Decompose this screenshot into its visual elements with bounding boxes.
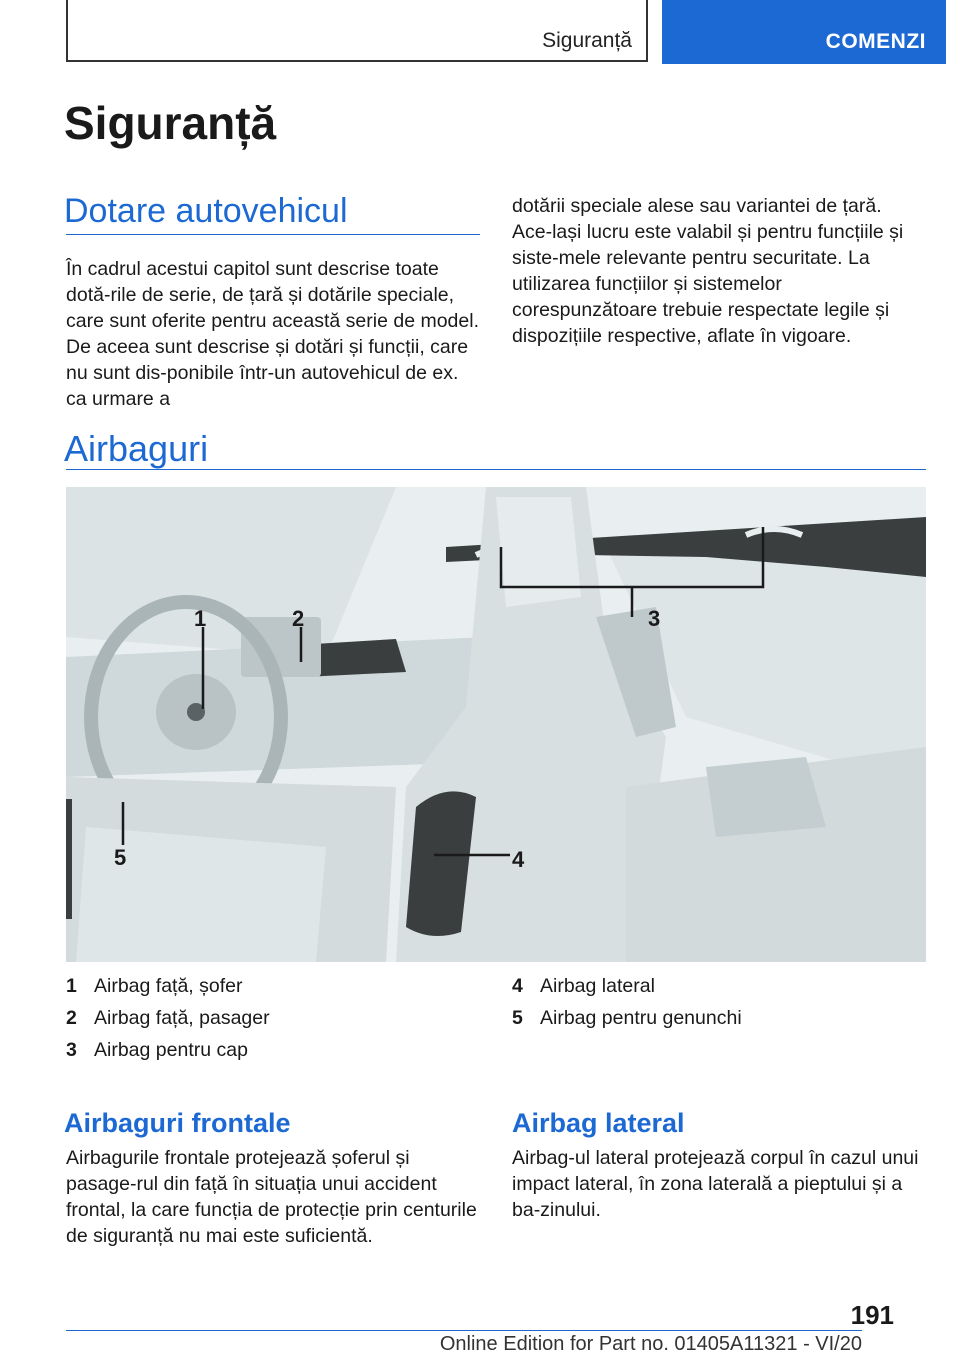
airbags-heading: Airbaguri — [64, 428, 209, 469]
footer-rule — [66, 1330, 862, 1331]
vehicle-equipment-paragraph-right: dotării speciale alese sau variantei de țară. Ace-lași lucru este valabil și pentru funcțiile și siste-mele relevante pentru securitate. La utilizarea funcțiilor și sistemelor corespunzătoare trebuie respectate legile și dispozițiile respective, aflate în vigoare. — [512, 195, 904, 347]
legend-item: 4 Airbag lateral — [512, 975, 655, 997]
front-airbags-heading: Airbaguri frontale — [64, 1108, 291, 1138]
legend-item: 3 Airbag pentru cap — [66, 1039, 248, 1061]
callout-3: 3 — [648, 606, 661, 631]
callout-1: 1 — [194, 606, 207, 631]
legend-item: 1 Airbag față, șofer — [66, 975, 243, 997]
legend-item: 5 Airbag pentru genunchi — [512, 1007, 742, 1029]
airbag-legend-right — [512, 970, 742, 1034]
car-interior-illustration — [66, 487, 926, 962]
page-title: Siguranță — [64, 97, 277, 149]
section-tab[interactable] — [66, 0, 648, 62]
vehicle-equipment-paragraph-left: În cadrul acestui capitol sunt descrise toate dotă-rile de serie, de țară și dotările speciale, care sunt oferite pentru această serie de model. De aceea sunt descrise și dotări și funcții, care nu sunt dis-ponibile într-un autovehicul de ex. ca urmare a — [66, 258, 479, 410]
footer-edition: Online Edition for Part no. 01405A11321 - VI/20 — [439, 1333, 862, 1355]
airbag-locations-figure — [66, 487, 926, 962]
page-number: 191 — [850, 1300, 894, 1330]
section-tab-label: Siguranță — [542, 29, 632, 52]
callout-5: 5 — [114, 845, 127, 870]
callout-2: 2 — [292, 606, 305, 631]
chapter-tab[interactable] — [662, 0, 946, 64]
callout-4: 4 — [512, 847, 525, 872]
vehicle-equipment-heading: Dotare autovehicul — [64, 192, 348, 230]
knee-airbag-zone — [66, 799, 72, 919]
chapter-tab-label: COMENZI — [825, 30, 926, 53]
legend-item: 2 Airbag față, pasager — [66, 1007, 270, 1029]
side-airbag-heading: Airbag lateral — [512, 1108, 685, 1138]
airbag-legend-left — [66, 970, 270, 1066]
airbags-rule — [66, 469, 926, 470]
side-airbag-paragraph: Airbag-ul lateral protejează corpul în cazul unui impact lateral, în zona laterală a pieptului și a ba-zinului. — [512, 1147, 919, 1221]
vehicle-equipment-rule — [66, 234, 480, 235]
front-airbags-paragraph: Airbagurile frontale protejează șoferul și pasage-rul din față în situația unui accident frontal, la care funcția de protecție prin centurile de siguranță nu mai este suficientă. — [66, 1147, 477, 1247]
